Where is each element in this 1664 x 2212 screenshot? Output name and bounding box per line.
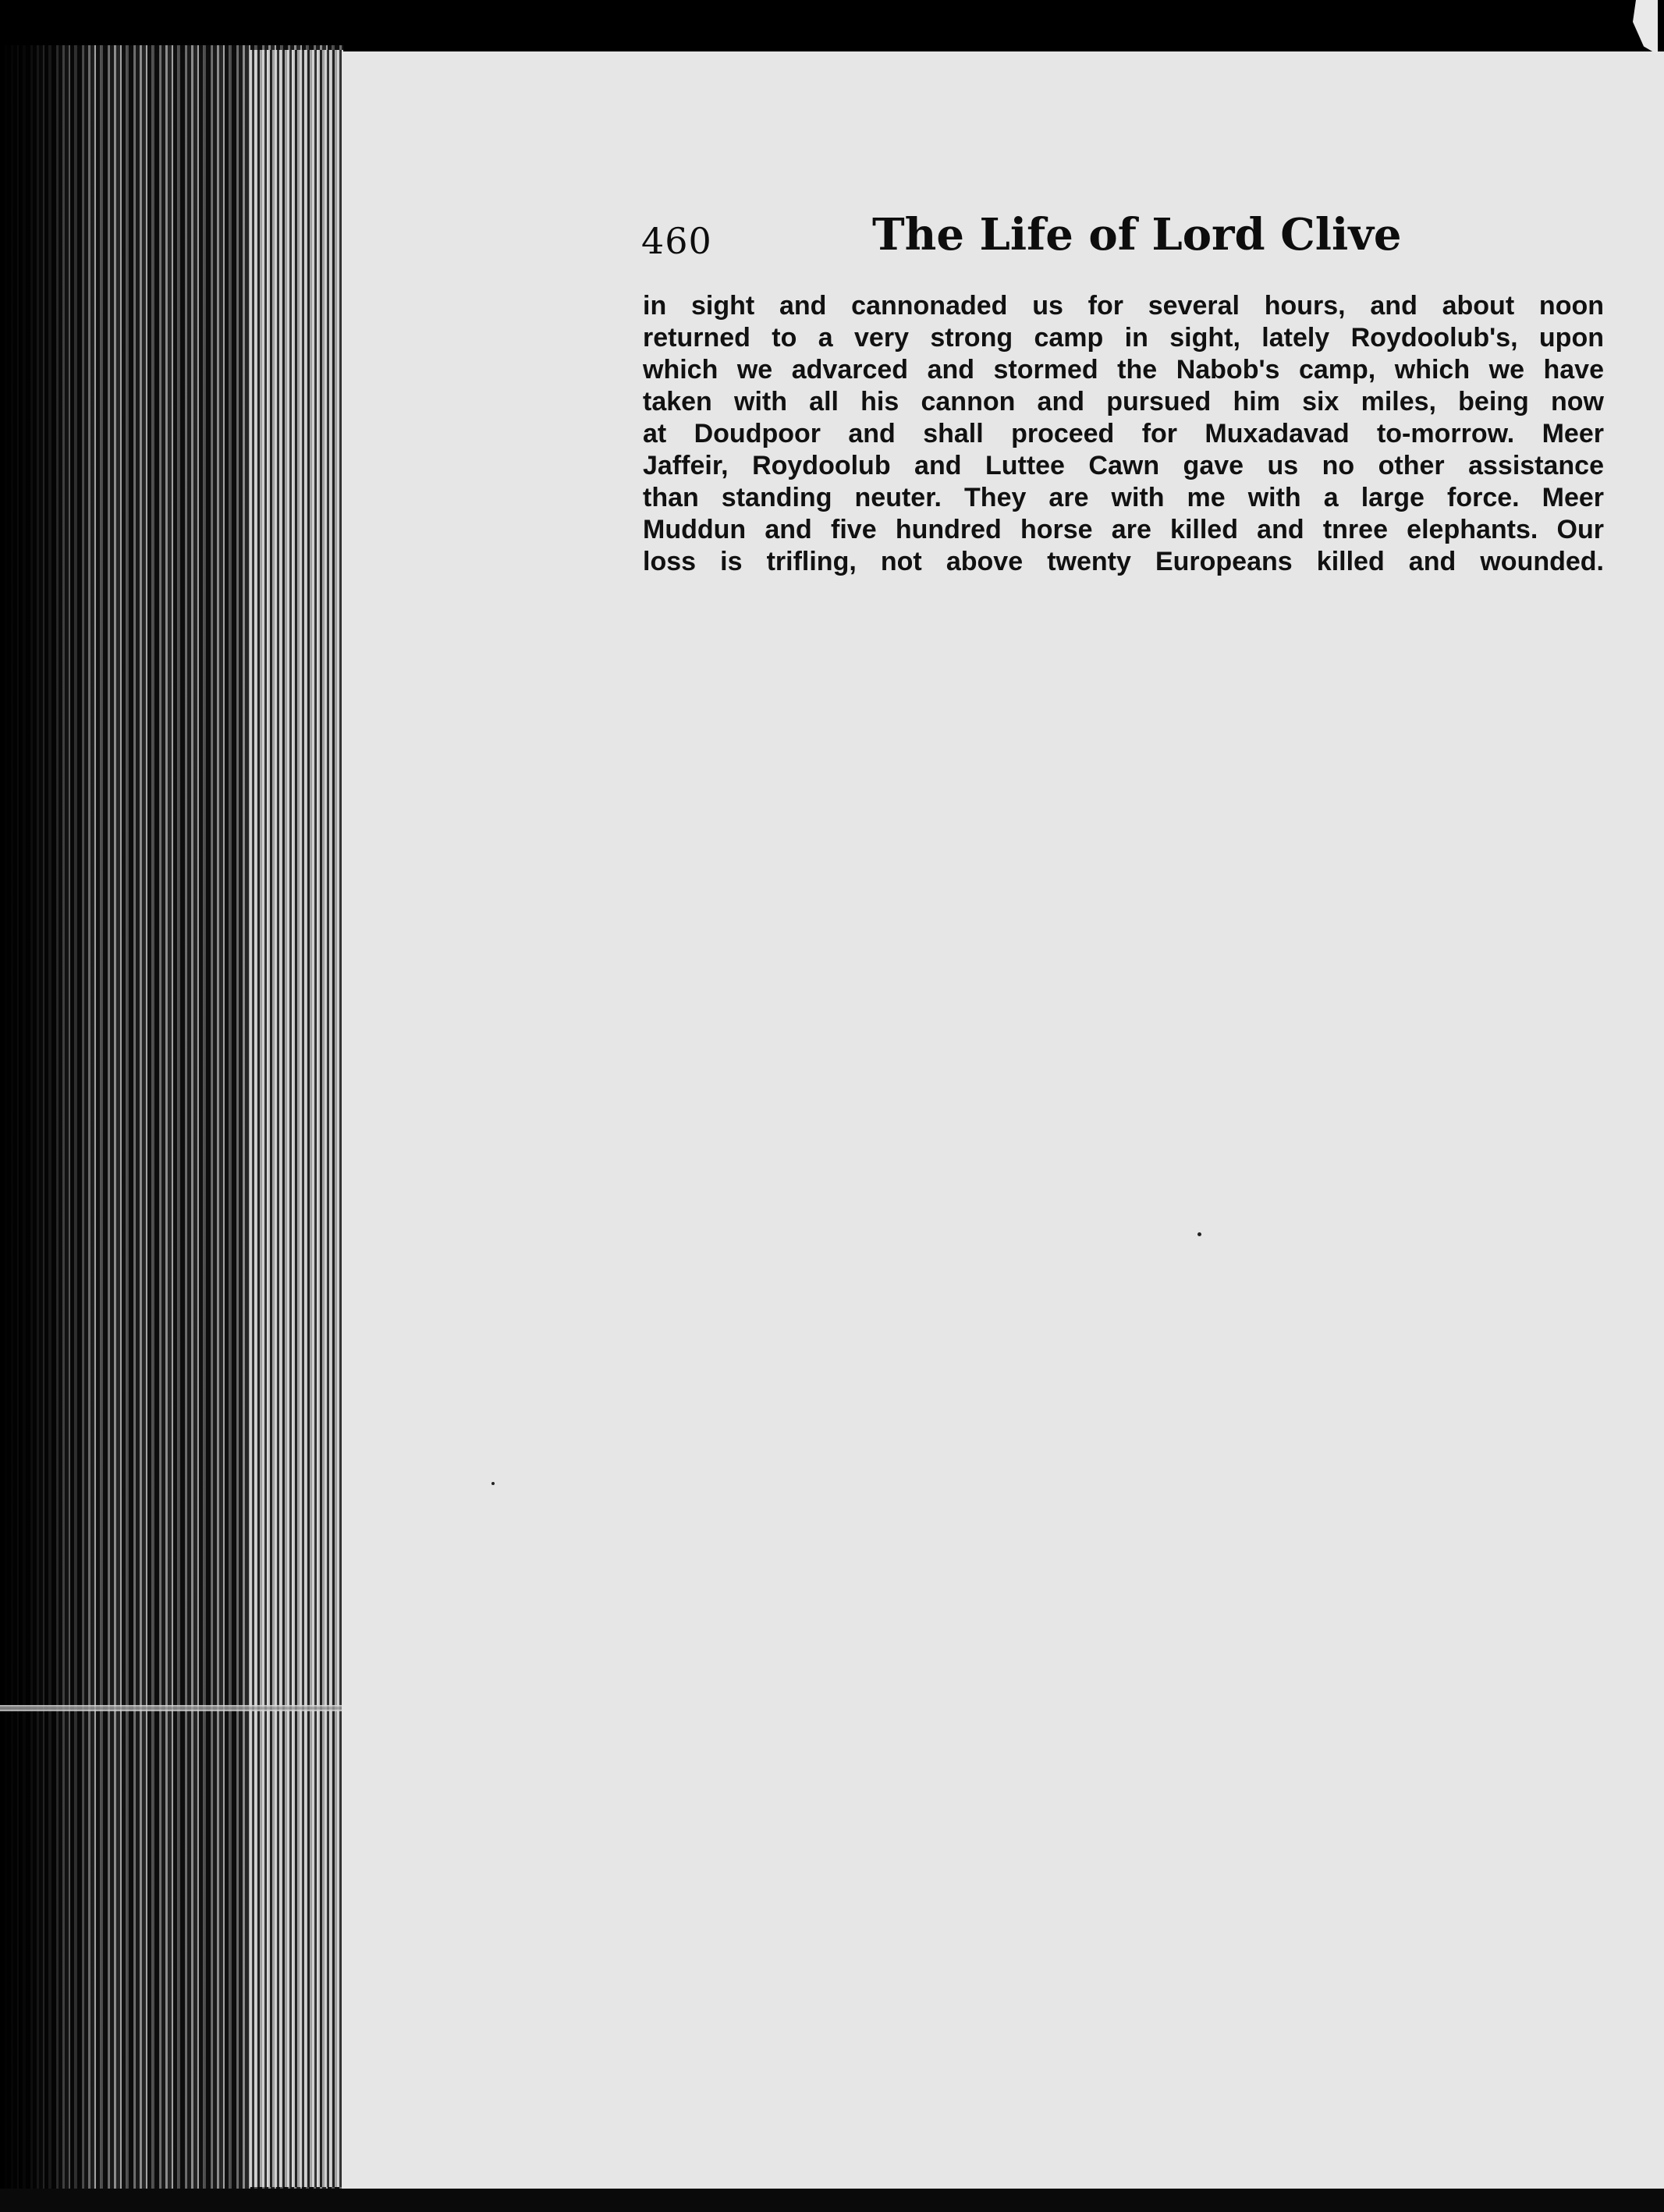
text-line: in sight and cannonaded us for several hours, and about noon xyxy=(643,291,1604,321)
running-title: The Life of Lord Clive xyxy=(872,209,1402,261)
text-line: which we advarced and stormed the Nabob's camp, which we have xyxy=(643,355,1604,385)
text-line: loss is trifling, not above twenty Europeans killed and wounded. xyxy=(643,547,1604,576)
text-line: returned to a very strong camp in sight, lately Roydoolub's, upon xyxy=(643,323,1604,353)
scan-speck xyxy=(491,1482,495,1485)
text-line: Jaffeir, Roydoolub and Luttee Cawn gave us no other assistance xyxy=(643,451,1604,480)
text-line: at Doudpoor and shall proceed for Muxadavad to-morrow. Meer xyxy=(643,419,1604,448)
book-page-edges-bright xyxy=(250,50,343,2187)
scan-bottom-border xyxy=(0,2189,1664,2212)
text-line: than standing neuter. They are with me with a large force. Meer xyxy=(643,483,1604,512)
text-line: taken with all his cannon and pursued him six miles, being now xyxy=(643,387,1604,417)
scan-artifact-line xyxy=(0,1705,343,1711)
text-line: Muddun and five hundred horse are killed and tnree elephants. Our xyxy=(643,515,1604,544)
body-paragraph xyxy=(643,290,1604,578)
page-number: 460 xyxy=(641,220,712,262)
page-header xyxy=(641,209,1460,264)
scan-speck xyxy=(1197,1232,1201,1236)
book-edge-shadow xyxy=(0,45,94,2198)
